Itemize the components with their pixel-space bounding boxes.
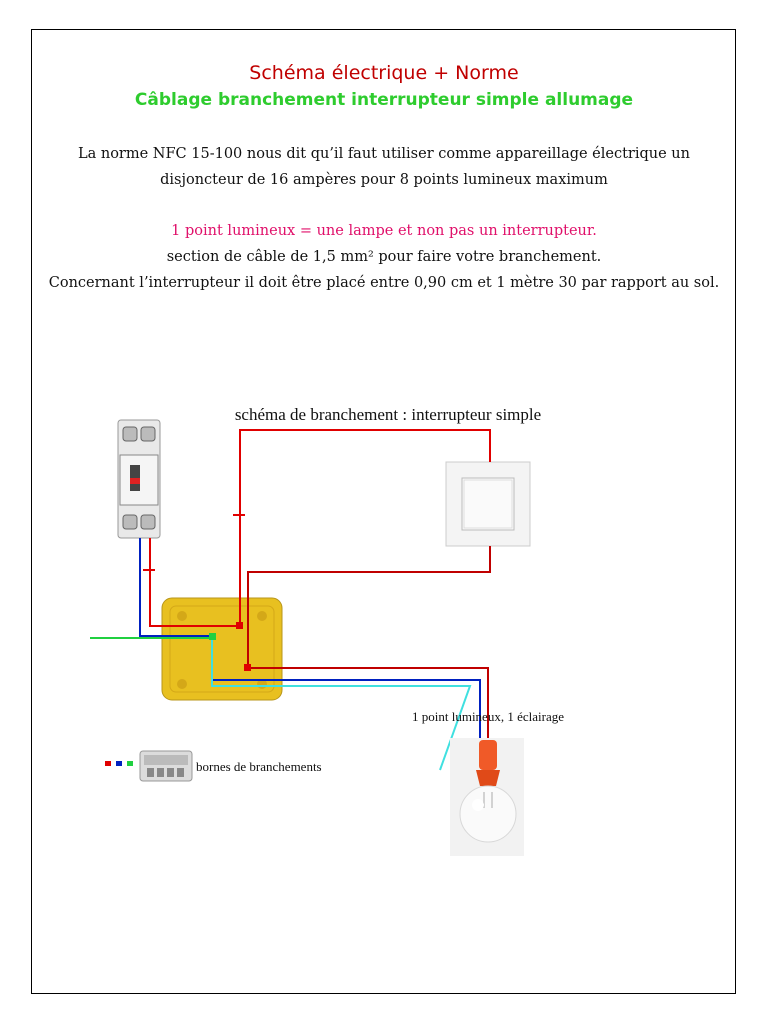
wall-switch-icon xyxy=(446,462,530,546)
intro-line-2: disjoncteur de 16 ampères pour 8 points lumineux maximum xyxy=(160,172,608,188)
light-bulb-icon xyxy=(450,738,524,856)
rule-highlight: 1 point lumineux = une lampe et non pas un interrupteur. xyxy=(171,223,597,239)
legend-green-dot xyxy=(127,761,133,766)
circuit-breaker-icon xyxy=(118,420,160,538)
lamp-label: 1 point lumineux, 1 éclairage xyxy=(412,709,564,724)
diagram-title: schéma de branchement : interrupteur simple xyxy=(234,405,542,424)
page-title: Schéma électrique + Norme xyxy=(249,62,519,84)
legend-blue-dot xyxy=(116,761,122,766)
intro-line-1: La norme NFC 15-100 nous dit qu’il faut utiliser comme appareillage électrique un xyxy=(77,146,690,162)
junction-box-icon xyxy=(162,598,282,700)
page-subtitle: Câblage branchement interrupteur simple allumage xyxy=(134,90,634,110)
return-junction xyxy=(244,664,251,671)
rule-section: section de câble de 1,5 mm² pour faire votre branchement. xyxy=(166,249,602,265)
intro-paragraph xyxy=(40,141,728,193)
wiring-diagram xyxy=(0,395,768,865)
earth-junction xyxy=(209,633,216,640)
wago-connector-icon xyxy=(140,751,192,781)
rule-placement: Concernant l’interrupteur il doit être placé entre 0,90 cm et 1 mètre 30 par rapport au sol. xyxy=(48,275,720,291)
rules-paragraph xyxy=(40,218,728,296)
terminals-legend xyxy=(105,751,322,781)
terminals-label: bornes de branchements xyxy=(196,759,322,774)
phase-junction xyxy=(236,622,243,629)
legend-red-dot xyxy=(105,761,111,766)
